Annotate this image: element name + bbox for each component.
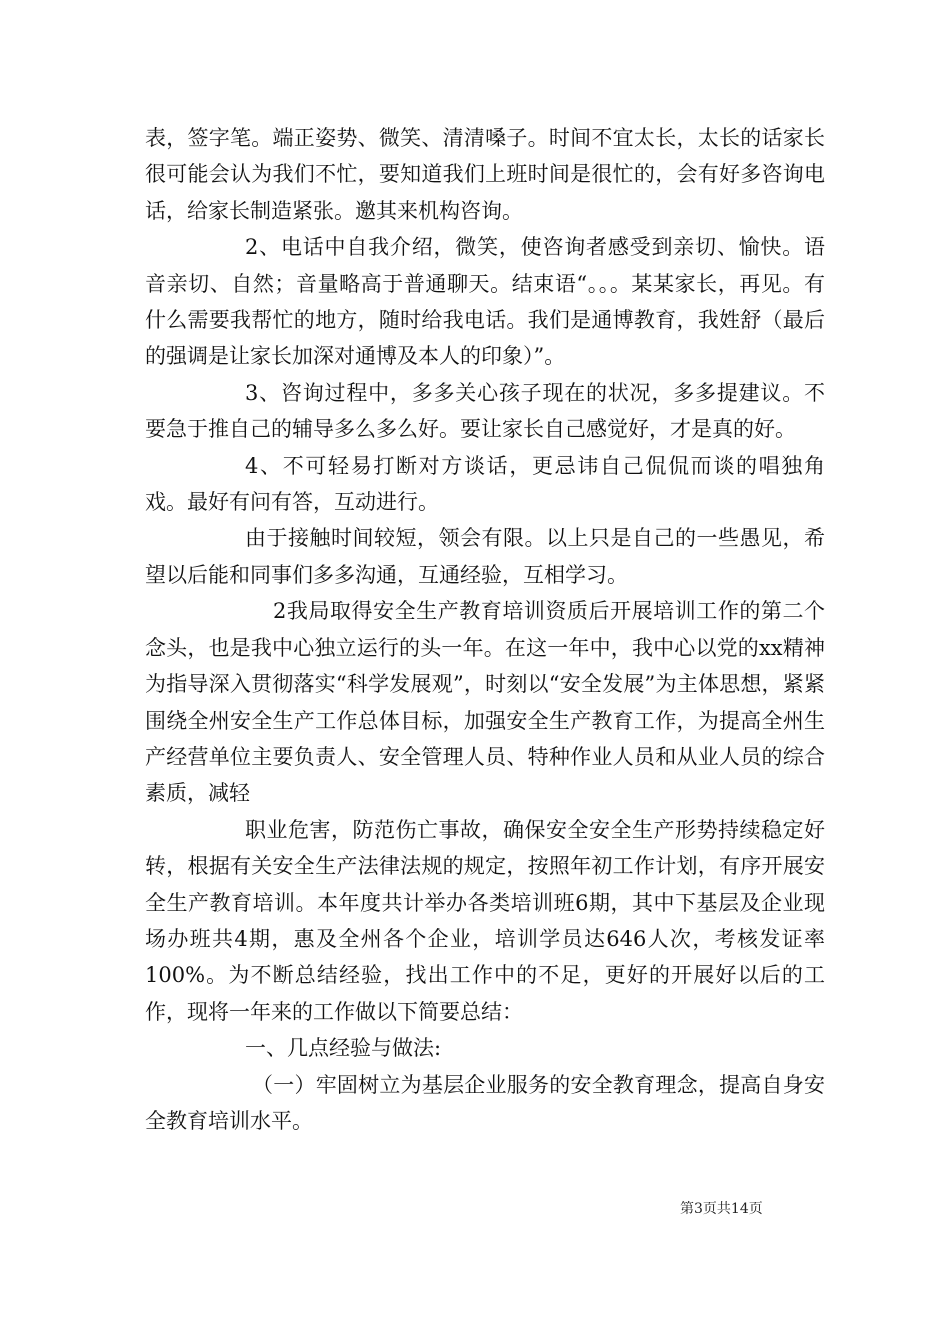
paragraph-8: （一）牢固树立为基层企业服务的安全教育理念，提高自身安全教育培训水平。 [145, 1072, 825, 1133]
paragraph-1: 表，签字笔。端正姿势、微笑、清清嗓子。时间不宜太长，太长的话家长很可能会认为我们不忙，要知道我们上班时间是很忙的，会有好多咨询电话，给家长制造紧张。邀其来机构咨询。 [145, 126, 825, 223]
page-number: 第3页共14页 [680, 1201, 763, 1217]
section-heading: 一、几点经验与做法: [245, 1036, 442, 1061]
paragraph-6: 2我局取得安全生产教育培训资质后开展培训工作的第二个念头，也是我中心独立运行的头一年。在这一年中，我中心以党的xx精神为指导深入贯彻落实“科学发展观”，时刻以“安全发展”为主体思想，紧紧围绕全州安全生产工作总体目标，加强安全生产教育工作，为提高全州生产经营单位主要负责人、安全管理人员、特种作业人员和从业人员的综合素质，减轻 [145, 599, 825, 806]
paragraph-2: 2、电话中自我介绍，微笑，使咨询者感受到亲切、愉快。语音亲切、自然；音量略高于普通聊天。结束语“。。。某某家长，再见。有什么需要我帮忙的地方，随时给我电话。我们是通博教育，我姓舒（最后的强调是让家长加深对通博及本人的印象）”。 [145, 235, 825, 369]
paragraph-7: 职业危害，防范伤亡事故，确保安全安全生产形势持续稳定好转，根据有关安全生产法律法规的规定，按照年初工作计划，有序开展安全生产教育培训。本年度共计举办各类培训班6期，其中下基层及企业现场办班共4期，惠及全州各个企业，培训学员达646人次，考核发证率100%。为不断总结经验，找出工作中的不足，更好的开展好以后的工作，现将一年来的工作做以下简要总结： [145, 817, 825, 1024]
paragraph-3: 3、咨询过程中，多多关心孩子现在的状况，多多提建议。不要急于推自己的辅导多么多么好。要让家长自己感觉好，才是真的好。 [145, 380, 825, 442]
paragraph-5: 由于接触时间较短，领会有限。以上只是自己的一些愚见，希望以后能和同事们多多沟通，互通经验，互相学习。 [145, 526, 825, 587]
document-body [145, 120, 825, 1139]
paragraph-4: 4、不可轻易打断对方谈话，更忌讳自己侃侃而谈的唱独角戏。最好有问有答，互动进行。 [145, 453, 825, 515]
